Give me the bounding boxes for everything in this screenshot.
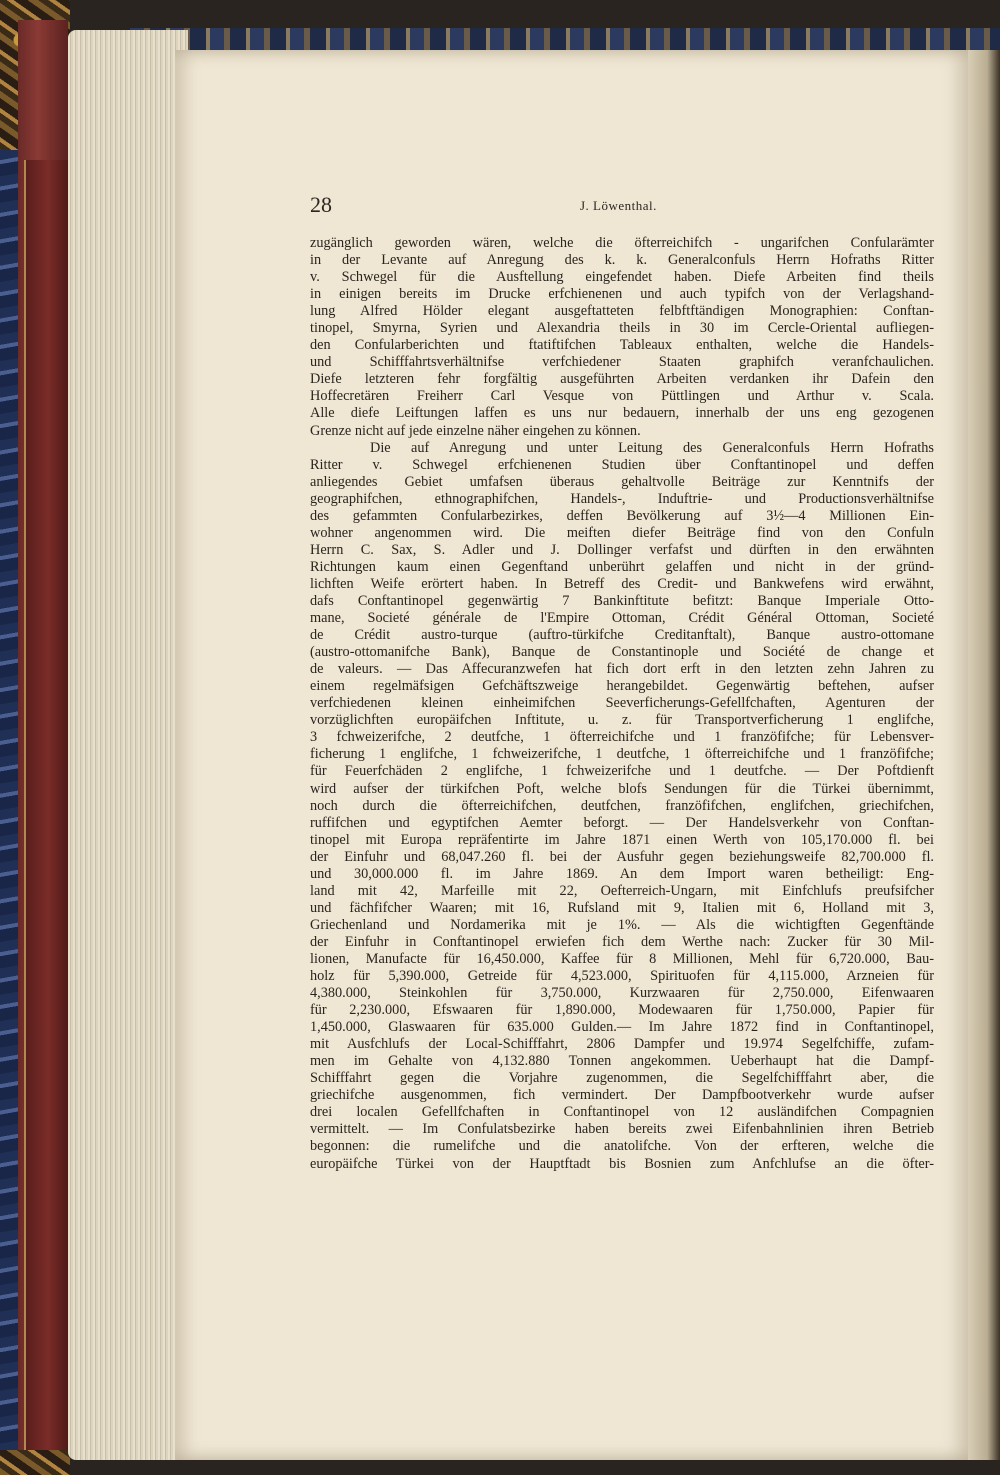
text-line: der Einfuhr und 68,047.260 fl. bei der Ausfuhr gegen beziehungsweife 82,700.000 fl. [310, 848, 934, 865]
text-line: in der Levante auf Anregung des k. k. Generalconfuls Herrn Hofraths Ritter [310, 252, 934, 269]
text-line: mane, Societé générale de l'Empire Ottoman, Crédit Général Ottoman, Societé [310, 610, 934, 627]
text-line: europäifche Türkei von der Hauptftadt bis Bosnien zum Anfchlufse an die öfter- [310, 1155, 934, 1172]
text-line: lionen, Manufacte für 16,450.000, Kaffee für 8 Millionen, Mehl für 6,720.000, Bau- [310, 950, 934, 967]
text-line: geographifchen, ethnographifchen, Handels-, Induftrie- und Productionsverhältnifse [310, 490, 934, 507]
text-line: Ritter v. Schwegel erfchienenen Studien über Conftantinopel und deffen [310, 456, 934, 473]
text-line: und Schifffahrtsverhältnifse verfchiedener Staaten graphifch veranfchaulichen. [310, 354, 934, 371]
text-line: 4,380.000, Steinkohlen für 3,750.000, Kurzwaaren für 2,750.000, Eifenwaaren [310, 985, 934, 1002]
text-line: tinopel mit Europa repräfentirte im Jahre 1871 einen Werth von 105,170.000 fl. bei [310, 831, 934, 848]
text-line: und fächfifcher Waaren; mit 16, Rufsland mit 9, Italien mit 6, Holland mit 3, [310, 899, 934, 916]
text-line: den Confularberichten und ftatiftifchen Tableaux enthalten, welche die Handels- [310, 337, 934, 354]
text-line: einem regelmäfsigen Gefchäftszweige herangebildet. Gegenwärtig beftehen, aufser [310, 678, 934, 695]
text-line: für 2,230.000, Efswaaren für 1,890.000, Modewaaren für 1,750.000, Papier für [310, 1002, 934, 1019]
text-line: der Einfuhr in Conftantinopel erwiefen fich dem Werthe nach: Zucker für 30 Mil- [310, 933, 934, 950]
text-line: vermittelt. — Im Confulatsbezirke haben bereits zwei Eifenbahnlinien ihren Betrieb [310, 1121, 934, 1138]
text-line: Herrn C. Sax, S. Adler und J. Dollinger verfafst und dürften in den erwähnten [310, 541, 934, 558]
text-line: tinopel, Smyrna, Syrien und Alexandria theils in 30 im Cercle-Oriental aufliegen- [310, 320, 934, 337]
text-line: verfchiedenen kleinen einheimifchen Seeverficherungs-Gefellfchaften, Agenturen der [310, 695, 934, 712]
page-number: 28 [310, 192, 332, 217]
text-line: lichften Weife erörtert haben. In Betreff des Credit- und Bankwefens wird erwähnt, [310, 575, 934, 592]
text-line: wohner angenommen wird. Die meiften diefer Beiträge find von den Confuln [310, 524, 934, 541]
running-head: J. Löwenthal. [580, 198, 657, 213]
text-line: anliegendes Gebiet umfafsen überaus gehaltvolle Beiträge zur Kenntnifs der [310, 473, 934, 490]
text-line: Alle diefe Leiftungen laffen es uns nur bedauern, innerhalb der uns eng gezogenen [310, 405, 934, 422]
page-header [310, 192, 930, 222]
text-line: dafs Conftantinopel gegenwärtig 7 Bankinftitute befitzt: Banque Imperiale Otto- [310, 592, 934, 609]
text-line: noch durch die öfterreichifchen, deutfchen, franzöfifchen, englifchen, griechifchen, [310, 797, 934, 814]
text-line: griechifche ausgenommen, fich vermindert. Der Dampfbootverkehr wurde aufser [310, 1087, 934, 1104]
text-line: (austro-ottomanifche Bank), Banque de Constantinople und Société de change et [310, 644, 934, 661]
text-line: und 30,000.000 fl. im Jahre 1869. An dem Import waren betheiligt: Eng- [310, 865, 934, 882]
text-line: wird aufser der türkifchen Poft, welche blofs Sendungen für die Türkei übernimmt, [310, 780, 934, 797]
text-line: für Feuerfchäden 2 englifche, 1 fchweizerifche und 1 deutfche. — Der Poftdienft [310, 763, 934, 780]
text-line: begonnen: die rumelifche und die anatolifche. Von der erfteren, welche die [310, 1138, 934, 1155]
text-line: Grenze nicht auf jede einzelne näher eingehen zu können. [310, 422, 641, 439]
text-line: de Crédit austro-turque (auftro-türkifche Creditanftalt), Banque austro-ottomane [310, 627, 934, 644]
body-text [310, 235, 934, 1173]
text-line: Die auf Anregung und unter Leitung des Generalconfuls Herrn Hofraths [370, 439, 934, 456]
text-line: lung Alfred Hölder elegant ausgeftatteten felbftftändigen Monographien: Conftan- [310, 303, 934, 320]
text-line: Diefe letzteren fehr forgfältig ausgeführten Arbeiten verdanken ihr Dafein den [310, 371, 934, 388]
text-line: v. Schwegel für die Ausftellung eingefendet haben. Diefe Arbeiten find theils [310, 269, 934, 286]
book-binding-inner [24, 160, 70, 1450]
text-line: Richtungen kaum einen Gegenftand unberührt gelaffen und nicht in der gründ- [310, 558, 934, 575]
text-line: drei localen Gefellfchaften in Conftantinopel von 12 ausländifchen Compagnien [310, 1104, 934, 1121]
text-line: 1,450.000, Glaswaaren für 635.000 Gulden.— Im Jahre 1872 find in Conftantinopel, [310, 1019, 934, 1036]
page-gutter [968, 50, 1000, 1460]
text-line: vorzüglichften europäifchen Inftitute, u. z. für Transportverficherung 1 englifche, [310, 712, 934, 729]
text-line: zugänglich geworden wären, welche die öfterreichifch - ungarifchen Confularämter [310, 235, 934, 251]
text-line: holz für 5,390.000, Getreide für 4,523.000, Spirituofen für 4,115.000, Arzneien für [310, 968, 934, 985]
text-line: Schifffahrt gegen die Vorjahre zugenommen, die Segelfchifffahrt aber, die [310, 1070, 934, 1087]
text-line: des gefammten Confularbezirkes, deffen Bevölkerung auf 3½—4 Millionen Ein- [310, 507, 934, 524]
text-line: Griechenland und Nordamerika mit je 1%. — Als die wichtigften Gegenftände [310, 916, 934, 933]
text-line: land mit 42, Marfeille mit 22, Oefterreich-Ungarn, mit Einfchlufs preufsifcher [310, 882, 934, 899]
page-edges-stack [68, 30, 188, 1460]
text-line: men im Gehalte von 4,132.880 Tonnen angekommen. Ueberhaupt hat die Dampf- [310, 1053, 934, 1070]
text-line: mit Ausfchlufs der Local-Schifffahrt, 2806 Dampfer und 19.974 Segelfchiffe, zufam- [310, 1036, 934, 1053]
text-line: de valeurs. — Das Affecuranzwefen hat fich dort erft in den letzten zehn Jahren zu [310, 661, 934, 678]
text-line: ficherung 1 englifche, 1 fchweizerifche, 1 deutfche, 1 öfterreichifche und 1 franzöfifche; [310, 746, 934, 763]
text-line: ruffifchen und egyptifchen Aemter beforgt. — Der Handelsverkehr von Conftan- [310, 814, 934, 831]
text-line: in einigen bereits im Drucke erfchienenen und auch typifch von der Verlagshand- [310, 286, 934, 303]
text-line: 3 fchweizerifche, 2 deutfche, 1 öfterreichifche und 1 franzöfifche; für Lebensver- [310, 729, 934, 746]
text-line: Hoffecretären Freiherr Carl Vesque von Püttlingen und Arthur v. Scala. [310, 388, 934, 405]
